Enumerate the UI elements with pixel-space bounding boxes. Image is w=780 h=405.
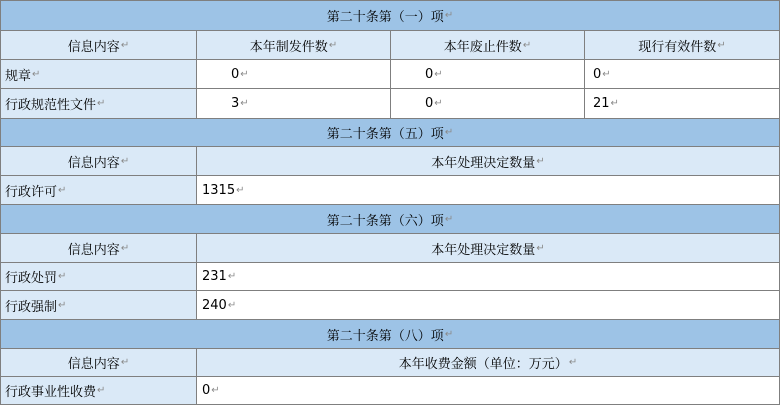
section-title: 第二十条第（五）项 ↵ [1,119,779,147]
section-title: 第二十条第（一）项 ↵ [1,1,779,31]
header-info-content: 信息内容 ↵ [1,234,197,263]
header-in-force-count: 现行有效件数 ↵ [585,31,779,60]
header-decision-count: 本年处理决定数量 ↵ [197,234,779,263]
header-row [1,234,779,263]
row-label: 规章 ↵ [1,60,197,89]
section-title: 第二十条第（六）项 ↵ [1,205,779,234]
table-row [1,176,779,205]
table-row [1,291,779,320]
row-label: 行政强制 ↵ [1,291,197,320]
header-info-content: 信息内容 ↵ [1,31,197,60]
row-value: 3 ↵ [197,89,391,119]
header-fee-amount: 本年收费金额（单位：万元） ↵ [197,349,779,377]
row-value: 231 ↵ [197,263,779,291]
header-row [1,147,779,176]
table-row [1,377,779,404]
section-title-row [1,1,779,31]
section-title-row [1,119,779,147]
header-row [1,349,779,377]
row-label: 行政规范性文件 ↵ [1,89,197,119]
section-title-row [1,205,779,234]
row-value: 0 ↵ [197,60,391,89]
row-value: 0 ↵ [197,377,779,404]
row-label: 行政事业性收费 ↵ [1,377,197,404]
row-value: 0 ↵ [391,60,585,89]
row-value: 0 ↵ [391,89,585,119]
table-row [1,89,779,119]
table-row [1,60,779,89]
header-repealed-count: 本年废止件数 ↵ [391,31,585,60]
row-label: 行政处罚 ↵ [1,263,197,291]
header-info-content: 信息内容 ↵ [1,147,197,176]
header-decision-count: 本年处理决定数量 ↵ [197,147,779,176]
table-row [1,263,779,291]
row-value: 240 ↵ [197,291,779,320]
section-title: 第二十条第（八）项 ↵ [1,320,779,349]
row-value: 21 ↵ [585,89,779,119]
row-value: 1315 ↵ [197,176,779,205]
row-label: 行政许可 ↵ [1,176,197,205]
header-row [1,31,779,60]
row-value: 0 ↵ [585,60,779,89]
header-issued-count: 本年制发件数 ↵ [197,31,391,60]
header-info-content: 信息内容 ↵ [1,349,197,377]
section-title-row [1,320,779,349]
